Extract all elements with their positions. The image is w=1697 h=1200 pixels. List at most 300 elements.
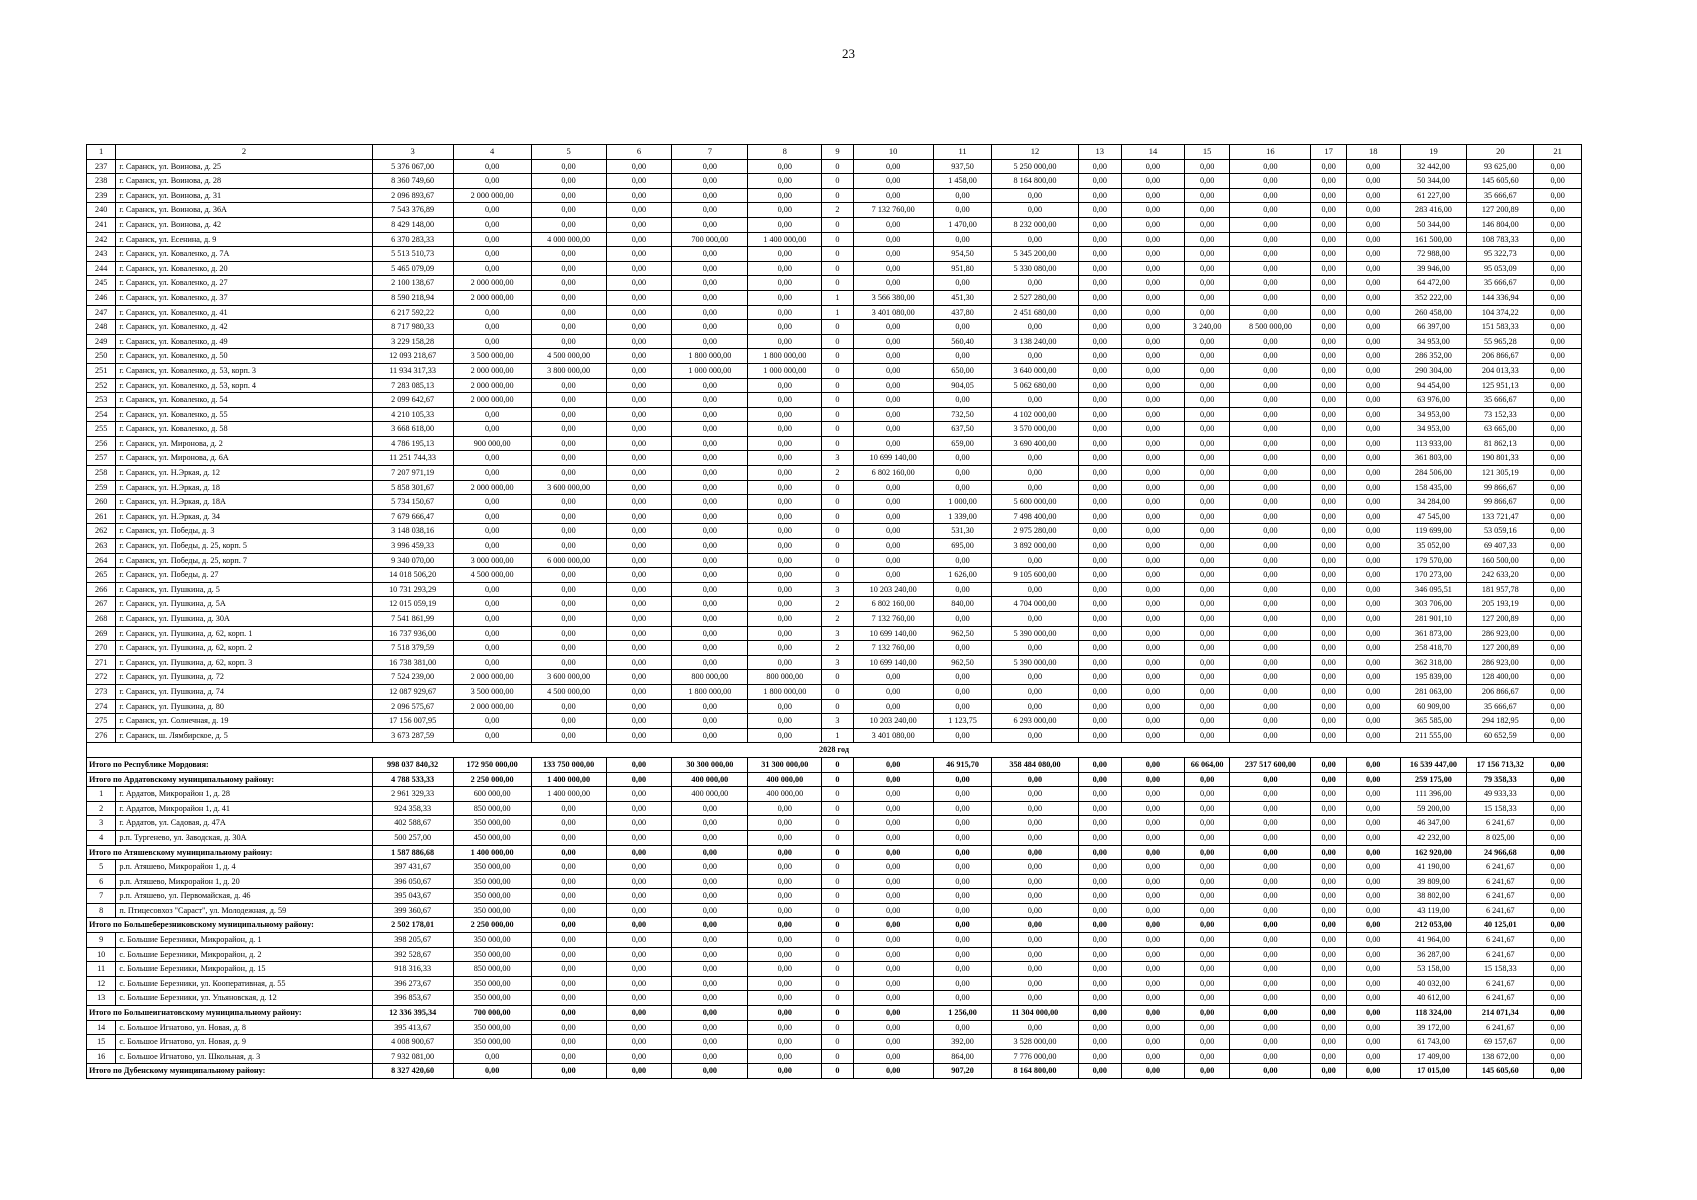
table-cell: 0,00 — [1311, 393, 1346, 408]
table-cell: 0,00 — [453, 1049, 531, 1064]
table-cell: 0,00 — [1534, 393, 1582, 408]
table-cell: 1 470,00 — [933, 217, 992, 232]
table-cell: 0,00 — [1078, 757, 1122, 772]
table-cell: 61 743,00 — [1400, 1035, 1467, 1050]
table-row — [87, 962, 1582, 977]
table-row — [87, 217, 1582, 232]
table-cell: 0,00 — [853, 903, 933, 918]
table-cell: 0,00 — [1230, 874, 1311, 889]
table-cell: 0,00 — [748, 714, 822, 729]
table-row — [87, 568, 1582, 583]
table-cell: 0,00 — [1311, 553, 1346, 568]
table-cell: 0,00 — [1078, 830, 1122, 845]
table-cell: 0,00 — [1346, 524, 1400, 539]
table-cell: 0 — [822, 247, 853, 262]
row-number-cell: 274 — [87, 699, 116, 714]
table-cell: 0,00 — [606, 772, 672, 787]
table-row — [87, 203, 1582, 218]
table-cell: 0,00 — [672, 714, 748, 729]
table-cell: 0,00 — [1122, 247, 1185, 262]
table-cell: 0,00 — [1078, 524, 1122, 539]
table-cell: 0,00 — [1346, 845, 1400, 860]
table-cell: 0,00 — [1230, 816, 1311, 831]
table-cell: 0,00 — [1311, 1006, 1346, 1021]
table-cell: 0,00 — [1346, 1064, 1400, 1079]
table-cell: 2 — [822, 597, 853, 612]
table-cell: 0,00 — [606, 261, 672, 276]
table-cell: 0,00 — [1534, 159, 1582, 174]
table-row — [87, 480, 1582, 495]
address-cell: с. Большие Березники, Микрорайон, д. 2 — [116, 947, 372, 962]
table-cell: 0,00 — [1078, 918, 1122, 933]
row-number-cell: 252 — [87, 378, 116, 393]
table-cell: 286 923,00 — [1467, 626, 1534, 641]
table-cell: 0,00 — [1346, 422, 1400, 437]
table-cell: 8 429 148,00 — [372, 217, 453, 232]
table-cell: 1 000,00 — [933, 495, 992, 510]
subtotal-label: Итого по Республике Мордовия: — [87, 757, 373, 772]
table-cell: 0,00 — [1534, 203, 1582, 218]
table-cell: 55 965,28 — [1467, 334, 1534, 349]
table-cell: 63 976,00 — [1400, 393, 1467, 408]
table-cell: 0,00 — [1184, 174, 1230, 189]
table-cell: 0,00 — [748, 539, 822, 554]
table-cell: 0,00 — [1346, 626, 1400, 641]
table-cell: 0,00 — [1122, 874, 1185, 889]
table-cell: 0,00 — [1184, 393, 1230, 408]
table-row — [87, 188, 1582, 203]
row-number-cell: 15 — [87, 1035, 116, 1050]
table-cell: 35 666,67 — [1467, 393, 1534, 408]
table-cell: 0,00 — [531, 247, 606, 262]
table-cell: 0,00 — [1534, 597, 1582, 612]
table-cell: 0,00 — [853, 976, 933, 991]
table-cell: 0,00 — [1122, 655, 1185, 670]
table-cell: 0,00 — [606, 816, 672, 831]
table-cell: 0,00 — [748, 830, 822, 845]
table-cell: 0,00 — [1311, 217, 1346, 232]
table-cell: 0,00 — [992, 772, 1078, 787]
table-cell: 3 600 000,00 — [531, 480, 606, 495]
table-cell: 16 738 381,00 — [372, 655, 453, 670]
table-cell: 0,00 — [933, 466, 992, 481]
table-cell: 0,00 — [1346, 903, 1400, 918]
table-cell: 6 802 160,00 — [853, 466, 933, 481]
table-cell: 0,00 — [1311, 495, 1346, 510]
table-cell: 290 304,00 — [1400, 363, 1467, 378]
row-number-cell: 262 — [87, 524, 116, 539]
table-cell: 0,00 — [1230, 451, 1311, 466]
table-cell: 0 — [822, 889, 853, 904]
table-cell: 0,00 — [748, 641, 822, 656]
table-cell: 205 193,19 — [1467, 597, 1534, 612]
table-cell: 181 957,78 — [1467, 582, 1534, 597]
table-cell: 0,00 — [933, 641, 992, 656]
table-cell: 0,00 — [1346, 1049, 1400, 1064]
table-cell: 0,00 — [748, 1020, 822, 1035]
table-cell: 0,00 — [672, 174, 748, 189]
table-cell: 1 — [822, 728, 853, 743]
table-cell: 0,00 — [1078, 962, 1122, 977]
table-cell: 0,00 — [1534, 247, 1582, 262]
table-row — [87, 641, 1582, 656]
table-cell: 0 — [822, 320, 853, 335]
table-cell: 0,00 — [1078, 889, 1122, 904]
table-cell: 0,00 — [1078, 568, 1122, 583]
table-cell: 0,00 — [672, 305, 748, 320]
table-cell: 0,00 — [1534, 320, 1582, 335]
table-cell: 10 203 240,00 — [853, 714, 933, 729]
table-cell: 0,00 — [1311, 962, 1346, 977]
table-cell: 0,00 — [1078, 1020, 1122, 1035]
table-cell: 0,00 — [853, 422, 933, 437]
table-cell: 0,00 — [606, 509, 672, 524]
table-cell: 0,00 — [1534, 349, 1582, 364]
column-number-cell: 7 — [672, 145, 748, 160]
table-cell: 0,00 — [1230, 174, 1311, 189]
table-cell: 31 300 000,00 — [748, 757, 822, 772]
table-row — [87, 334, 1582, 349]
table-cell: 79 358,33 — [1467, 772, 1534, 787]
table-cell: 2 100 138,67 — [372, 276, 453, 291]
table-cell: 0,00 — [1184, 860, 1230, 875]
table-cell: 0 — [822, 830, 853, 845]
table-cell: 0,00 — [1311, 1035, 1346, 1050]
table-cell: 0,00 — [1122, 582, 1185, 597]
subtotal-row — [87, 1064, 1582, 1079]
table-cell: 3 690 400,00 — [992, 436, 1078, 451]
table-cell: 0,00 — [1311, 188, 1346, 203]
table-cell: 53 059,16 — [1467, 524, 1534, 539]
address-cell: г. Саранск, ул. Воинова, д. 28 — [116, 174, 372, 189]
row-number-cell: 243 — [87, 247, 116, 262]
table-cell: 0,00 — [853, 349, 933, 364]
table-cell: 0,00 — [933, 918, 992, 933]
table-cell: 0,00 — [1122, 976, 1185, 991]
row-number-cell: 253 — [87, 393, 116, 408]
table-row — [87, 582, 1582, 597]
table-cell: 39 946,00 — [1400, 261, 1467, 276]
table-cell: 0,00 — [853, 247, 933, 262]
table-cell: 0,00 — [1122, 612, 1185, 627]
table-cell: 172 950 000,00 — [453, 757, 531, 772]
table-cell: 0,00 — [1230, 976, 1311, 991]
table-cell: 0,00 — [606, 407, 672, 422]
table-cell: 0,00 — [853, 947, 933, 962]
table-cell: 0,00 — [992, 845, 1078, 860]
table-cell: 0,00 — [1346, 670, 1400, 685]
table-cell: 0,00 — [606, 845, 672, 860]
table-cell: 0,00 — [1534, 787, 1582, 802]
table-cell: 0,00 — [1534, 641, 1582, 656]
table-cell: 0,00 — [933, 451, 992, 466]
table-cell: 1 256,00 — [933, 1006, 992, 1021]
table-cell: 2 — [822, 203, 853, 218]
table-cell: 72 988,00 — [1400, 247, 1467, 262]
table-cell: 0,00 — [992, 1020, 1078, 1035]
table-cell: 0,00 — [853, 772, 933, 787]
table-cell: 0,00 — [531, 524, 606, 539]
table-cell: 0,00 — [992, 349, 1078, 364]
table-cell: 918 316,33 — [372, 962, 453, 977]
table-row — [87, 524, 1582, 539]
table-cell: 0 — [822, 947, 853, 962]
table-cell: 283 416,00 — [1400, 203, 1467, 218]
table-cell: 0,00 — [1122, 159, 1185, 174]
row-number-cell: 12 — [87, 976, 116, 991]
table-cell: 0,00 — [1534, 714, 1582, 729]
table-cell: 0 — [822, 699, 853, 714]
table-cell: 5 250 000,00 — [992, 159, 1078, 174]
table-cell: 0,00 — [1534, 305, 1582, 320]
table-cell: 0,00 — [748, 480, 822, 495]
table-cell: 350 000,00 — [453, 874, 531, 889]
table-cell: 0,00 — [1184, 363, 1230, 378]
table-row — [87, 903, 1582, 918]
table-cell: 998 037 840,32 — [372, 757, 453, 772]
table-cell: 0,00 — [606, 1006, 672, 1021]
table-cell: 6 241,67 — [1467, 903, 1534, 918]
table-cell: 0,00 — [992, 918, 1078, 933]
table-cell: 0,00 — [1122, 393, 1185, 408]
table-cell: 0,00 — [531, 568, 606, 583]
table-cell: 145 605,60 — [1467, 1064, 1534, 1079]
table-cell: 133 721,47 — [1467, 509, 1534, 524]
table-cell: 111 396,00 — [1400, 787, 1467, 802]
table-cell: 0,00 — [1078, 699, 1122, 714]
table-cell: 800 000,00 — [748, 670, 822, 685]
table-cell: 35 666,67 — [1467, 188, 1534, 203]
table-cell: 0,00 — [1078, 991, 1122, 1006]
table-cell: 0,00 — [672, 261, 748, 276]
table-cell: 0,00 — [1122, 626, 1185, 641]
table-cell: 0,00 — [853, 217, 933, 232]
table-row — [87, 247, 1582, 262]
table-cell: 0,00 — [1230, 393, 1311, 408]
table-cell: 81 862,13 — [1467, 436, 1534, 451]
table-cell: 0,00 — [1122, 1020, 1185, 1035]
table-cell: 15 158,33 — [1467, 801, 1534, 816]
table-cell: 0,00 — [672, 655, 748, 670]
table-cell: 41 964,00 — [1400, 933, 1467, 948]
table-cell: 0 — [822, 363, 853, 378]
table-cell: 0,00 — [1184, 451, 1230, 466]
table-cell: 0,00 — [1534, 378, 1582, 393]
table-cell: 11 251 744,33 — [372, 451, 453, 466]
table-cell: 0,00 — [1122, 261, 1185, 276]
table-cell: 0,00 — [1534, 626, 1582, 641]
table-cell: 0,00 — [748, 962, 822, 977]
table-row — [87, 889, 1582, 904]
table-cell: 0,00 — [1230, 991, 1311, 1006]
table-cell: 60 909,00 — [1400, 699, 1467, 714]
table-cell: 0,00 — [1122, 407, 1185, 422]
table-cell: 0,00 — [1184, 480, 1230, 495]
table-cell: 64 472,00 — [1400, 276, 1467, 291]
table-cell: 0,00 — [992, 933, 1078, 948]
table-cell: 0,00 — [853, 495, 933, 510]
table-cell: 659,00 — [933, 436, 992, 451]
table-cell: 800 000,00 — [672, 670, 748, 685]
table-cell: 0,00 — [531, 714, 606, 729]
table-cell: 0,00 — [1346, 728, 1400, 743]
table-cell: 0,00 — [1230, 1049, 1311, 1064]
table-cell: 0,00 — [606, 159, 672, 174]
table-cell: 7 524 239,00 — [372, 670, 453, 685]
table-cell: 8 025,00 — [1467, 830, 1534, 845]
table-cell: 127 200,89 — [1467, 641, 1534, 656]
table-cell: 1 587 886,68 — [372, 845, 453, 860]
table-cell: 16 539 447,00 — [1400, 757, 1467, 772]
table-cell: 10 699 140,00 — [853, 451, 933, 466]
table-cell: 0,00 — [1230, 159, 1311, 174]
table-cell: 0,00 — [672, 290, 748, 305]
table-cell: 0 — [822, 174, 853, 189]
table-cell: 47 545,00 — [1400, 509, 1467, 524]
table-cell: 0,00 — [453, 539, 531, 554]
row-number-cell: 16 — [87, 1049, 116, 1064]
table-cell: 0,00 — [748, 933, 822, 948]
table-cell: 2 000 000,00 — [453, 699, 531, 714]
table-cell: 0,00 — [853, 860, 933, 875]
table-cell: 361 803,00 — [1400, 451, 1467, 466]
column-number-cell: 5 — [531, 145, 606, 160]
table-cell: 0,00 — [1122, 203, 1185, 218]
table-cell: 0,00 — [748, 1064, 822, 1079]
table-cell: 937,50 — [933, 159, 992, 174]
table-cell: 2 451 680,00 — [992, 305, 1078, 320]
table-cell: 0,00 — [1311, 407, 1346, 422]
table-cell: 0,00 — [1534, 976, 1582, 991]
table-cell: 0,00 — [748, 320, 822, 335]
table-cell: 7 207 971,19 — [372, 466, 453, 481]
table-cell: 0,00 — [531, 203, 606, 218]
table-cell: 0,00 — [1184, 305, 1230, 320]
table-cell: 286 923,00 — [1467, 655, 1534, 670]
table-cell: 0 — [822, 1035, 853, 1050]
row-number-cell: 241 — [87, 217, 116, 232]
table-cell: 12 087 929,67 — [372, 684, 453, 699]
table-cell: 0,00 — [1346, 991, 1400, 1006]
table-cell: 2 000 000,00 — [453, 670, 531, 685]
table-cell: 0,00 — [1184, 787, 1230, 802]
table-row — [87, 728, 1582, 743]
table-cell: 0,00 — [748, 276, 822, 291]
table-cell: 0,00 — [748, 612, 822, 627]
table-cell: 0,00 — [531, 378, 606, 393]
table-cell: 0,00 — [1311, 436, 1346, 451]
table-cell: 0,00 — [933, 612, 992, 627]
table-cell: 352 222,00 — [1400, 290, 1467, 305]
table-cell: 8 164 800,00 — [992, 1064, 1078, 1079]
table-cell: 0,00 — [606, 728, 672, 743]
table-cell: 0,00 — [992, 203, 1078, 218]
table-cell: 50 344,00 — [1400, 217, 1467, 232]
table-cell: 0,00 — [853, 334, 933, 349]
address-cell: г. Ардатов, Микрорайон 1, д. 28 — [116, 787, 372, 802]
table-cell: 0,00 — [1311, 947, 1346, 962]
table-cell: 0,00 — [1346, 466, 1400, 481]
table-cell: 400 000,00 — [672, 787, 748, 802]
table-cell: 0,00 — [933, 889, 992, 904]
table-cell: 0,00 — [1078, 217, 1122, 232]
table-cell: 0,00 — [1230, 349, 1311, 364]
table-cell: 0,00 — [748, 174, 822, 189]
table-cell: 0 — [822, 524, 853, 539]
table-cell: 0,00 — [531, 962, 606, 977]
table-cell: 128 400,00 — [1467, 670, 1534, 685]
table-cell: 0,00 — [1311, 276, 1346, 291]
table-cell: 0,00 — [672, 962, 748, 977]
table-cell: 0,00 — [453, 582, 531, 597]
subtotal-row — [87, 1006, 1582, 1021]
table-cell: 0,00 — [1311, 845, 1346, 860]
table-cell: 3 500 000,00 — [453, 684, 531, 699]
table-cell: 0,00 — [606, 714, 672, 729]
row-number-cell: 273 — [87, 684, 116, 699]
table-cell: 7 679 666,47 — [372, 509, 453, 524]
row-number-cell: 245 — [87, 276, 116, 291]
table-cell: 0,00 — [1346, 174, 1400, 189]
table-cell: 0,00 — [1122, 305, 1185, 320]
table-cell: 0,00 — [1311, 1020, 1346, 1035]
table-cell: 0,00 — [933, 276, 992, 291]
table-cell: 5 513 510,73 — [372, 247, 453, 262]
table-cell: 0,00 — [748, 305, 822, 320]
table-cell: 0,00 — [1534, 451, 1582, 466]
table-cell: 350 000,00 — [453, 889, 531, 904]
table-cell: 0,00 — [748, 378, 822, 393]
table-cell: 0,00 — [453, 407, 531, 422]
table-cell: 1 800 000,00 — [748, 684, 822, 699]
table-cell: 3 800 000,00 — [531, 363, 606, 378]
table-cell: 0,00 — [672, 801, 748, 816]
table-cell: 260 458,00 — [1400, 305, 1467, 320]
table-cell: 0 — [822, 757, 853, 772]
table-row — [87, 670, 1582, 685]
table-cell: 0,00 — [531, 597, 606, 612]
table-cell: 5 330 080,00 — [992, 261, 1078, 276]
table-cell: 400 000,00 — [748, 787, 822, 802]
table-cell: 1 000 000,00 — [748, 363, 822, 378]
table-cell: 2 — [822, 466, 853, 481]
table-cell: 0,00 — [1122, 334, 1185, 349]
table-cell: 0,00 — [672, 903, 748, 918]
table-cell: 0,00 — [1078, 641, 1122, 656]
table-cell: 0 — [822, 772, 853, 787]
table-cell: 0,00 — [672, 568, 748, 583]
table-cell: 0,00 — [853, 276, 933, 291]
table-cell: 34 953,00 — [1400, 422, 1467, 437]
table-cell: 0,00 — [606, 1064, 672, 1079]
table-cell: 0,00 — [531, 393, 606, 408]
table-cell: 0,00 — [853, 962, 933, 977]
table-cell: 0,00 — [853, 393, 933, 408]
table-cell: 0,00 — [1311, 655, 1346, 670]
table-row — [87, 553, 1582, 568]
table-cell: 392,00 — [933, 1035, 992, 1050]
table-cell: 0,00 — [606, 889, 672, 904]
table-cell: 94 454,00 — [1400, 378, 1467, 393]
table-cell: 0,00 — [1230, 597, 1311, 612]
address-cell: г. Саранск, ул. Коваленко, д. 7А — [116, 247, 372, 262]
address-cell: г. Саранск, ул. Коваленко, д. 41 — [116, 305, 372, 320]
table-cell: 0 — [822, 1020, 853, 1035]
table-cell: 0,00 — [933, 801, 992, 816]
table-cell: 0,00 — [453, 612, 531, 627]
table-cell: 0,00 — [1184, 684, 1230, 699]
table-cell: 0,00 — [1534, 962, 1582, 977]
